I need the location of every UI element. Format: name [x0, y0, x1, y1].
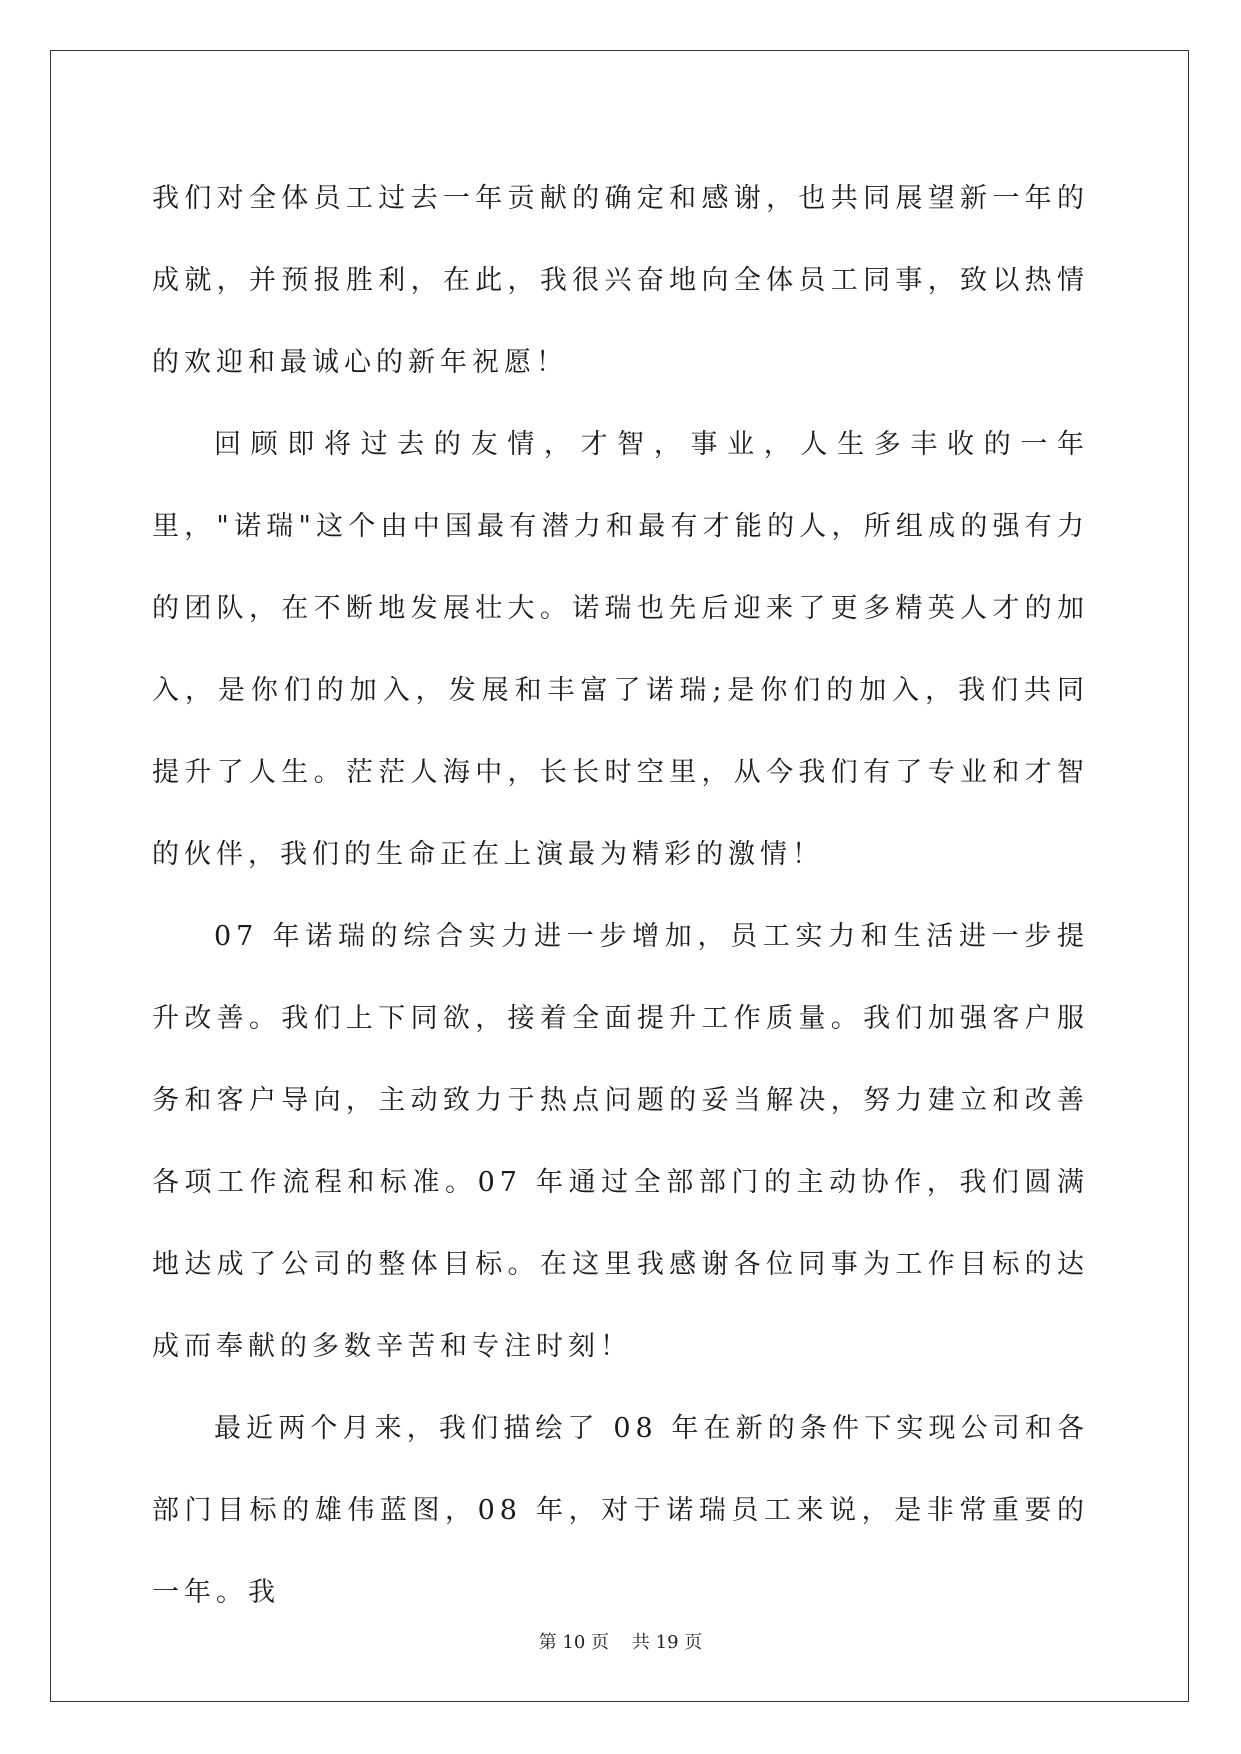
page-number: 第 10 页 共 19 页: [538, 1632, 703, 1653]
paragraph-4: 最近两个月来，我们描绘了 08 年在新的条件下实现公司和各部门目标的雄伟蓝图，08 年，对于诺瑞员工来说，是非常重要的一年。我: [152, 1413, 1089, 1608]
document-body: [152, 158, 1089, 1634]
paragraph-3: 07 年诺瑞的综合实力进一步增加，员工实力和生活进一步提升改善。我们上下同欲，接着全面提升工作质量。我们加强客户服务和客户导向，主动致力于热点问题的妥当解决，努力建立和改善各项工作流程和标准。07 年通过全部部门的主动协作，我们圆满地达成了公司的整体目标。在这里我感谢各位同事为工作目标的达成而奉献的多数辛苦和专注时刻！: [152, 921, 1089, 1362]
paragraph-1: 我们对全体员工过去一年贡献的确定和感谢，也共同展望新一年的成就，并预报胜利，在此，我很兴奋地向全体员工同事，致以热情的欢迎和最诚心的新年祝愿！: [152, 183, 1089, 378]
page-footer: [0, 1628, 1241, 1654]
paragraph-2: 回顾即将过去的友情，才智，事业，人生多丰收的一年里，"诺瑞"这个由中国最有潜力和最有才能的人，所组成的强有力的团队，在不断地发展壮大。诺瑞也先后迎来了更多精英人才的加入，是你们的加入，发展和丰富了诺瑞;是你们的加入，我们共同提升了人生。茫茫人海中，长长时空里，从今我们有了专业和才智的伙伴，我们的生命正在上演最为精彩的激情！: [152, 429, 1089, 870]
